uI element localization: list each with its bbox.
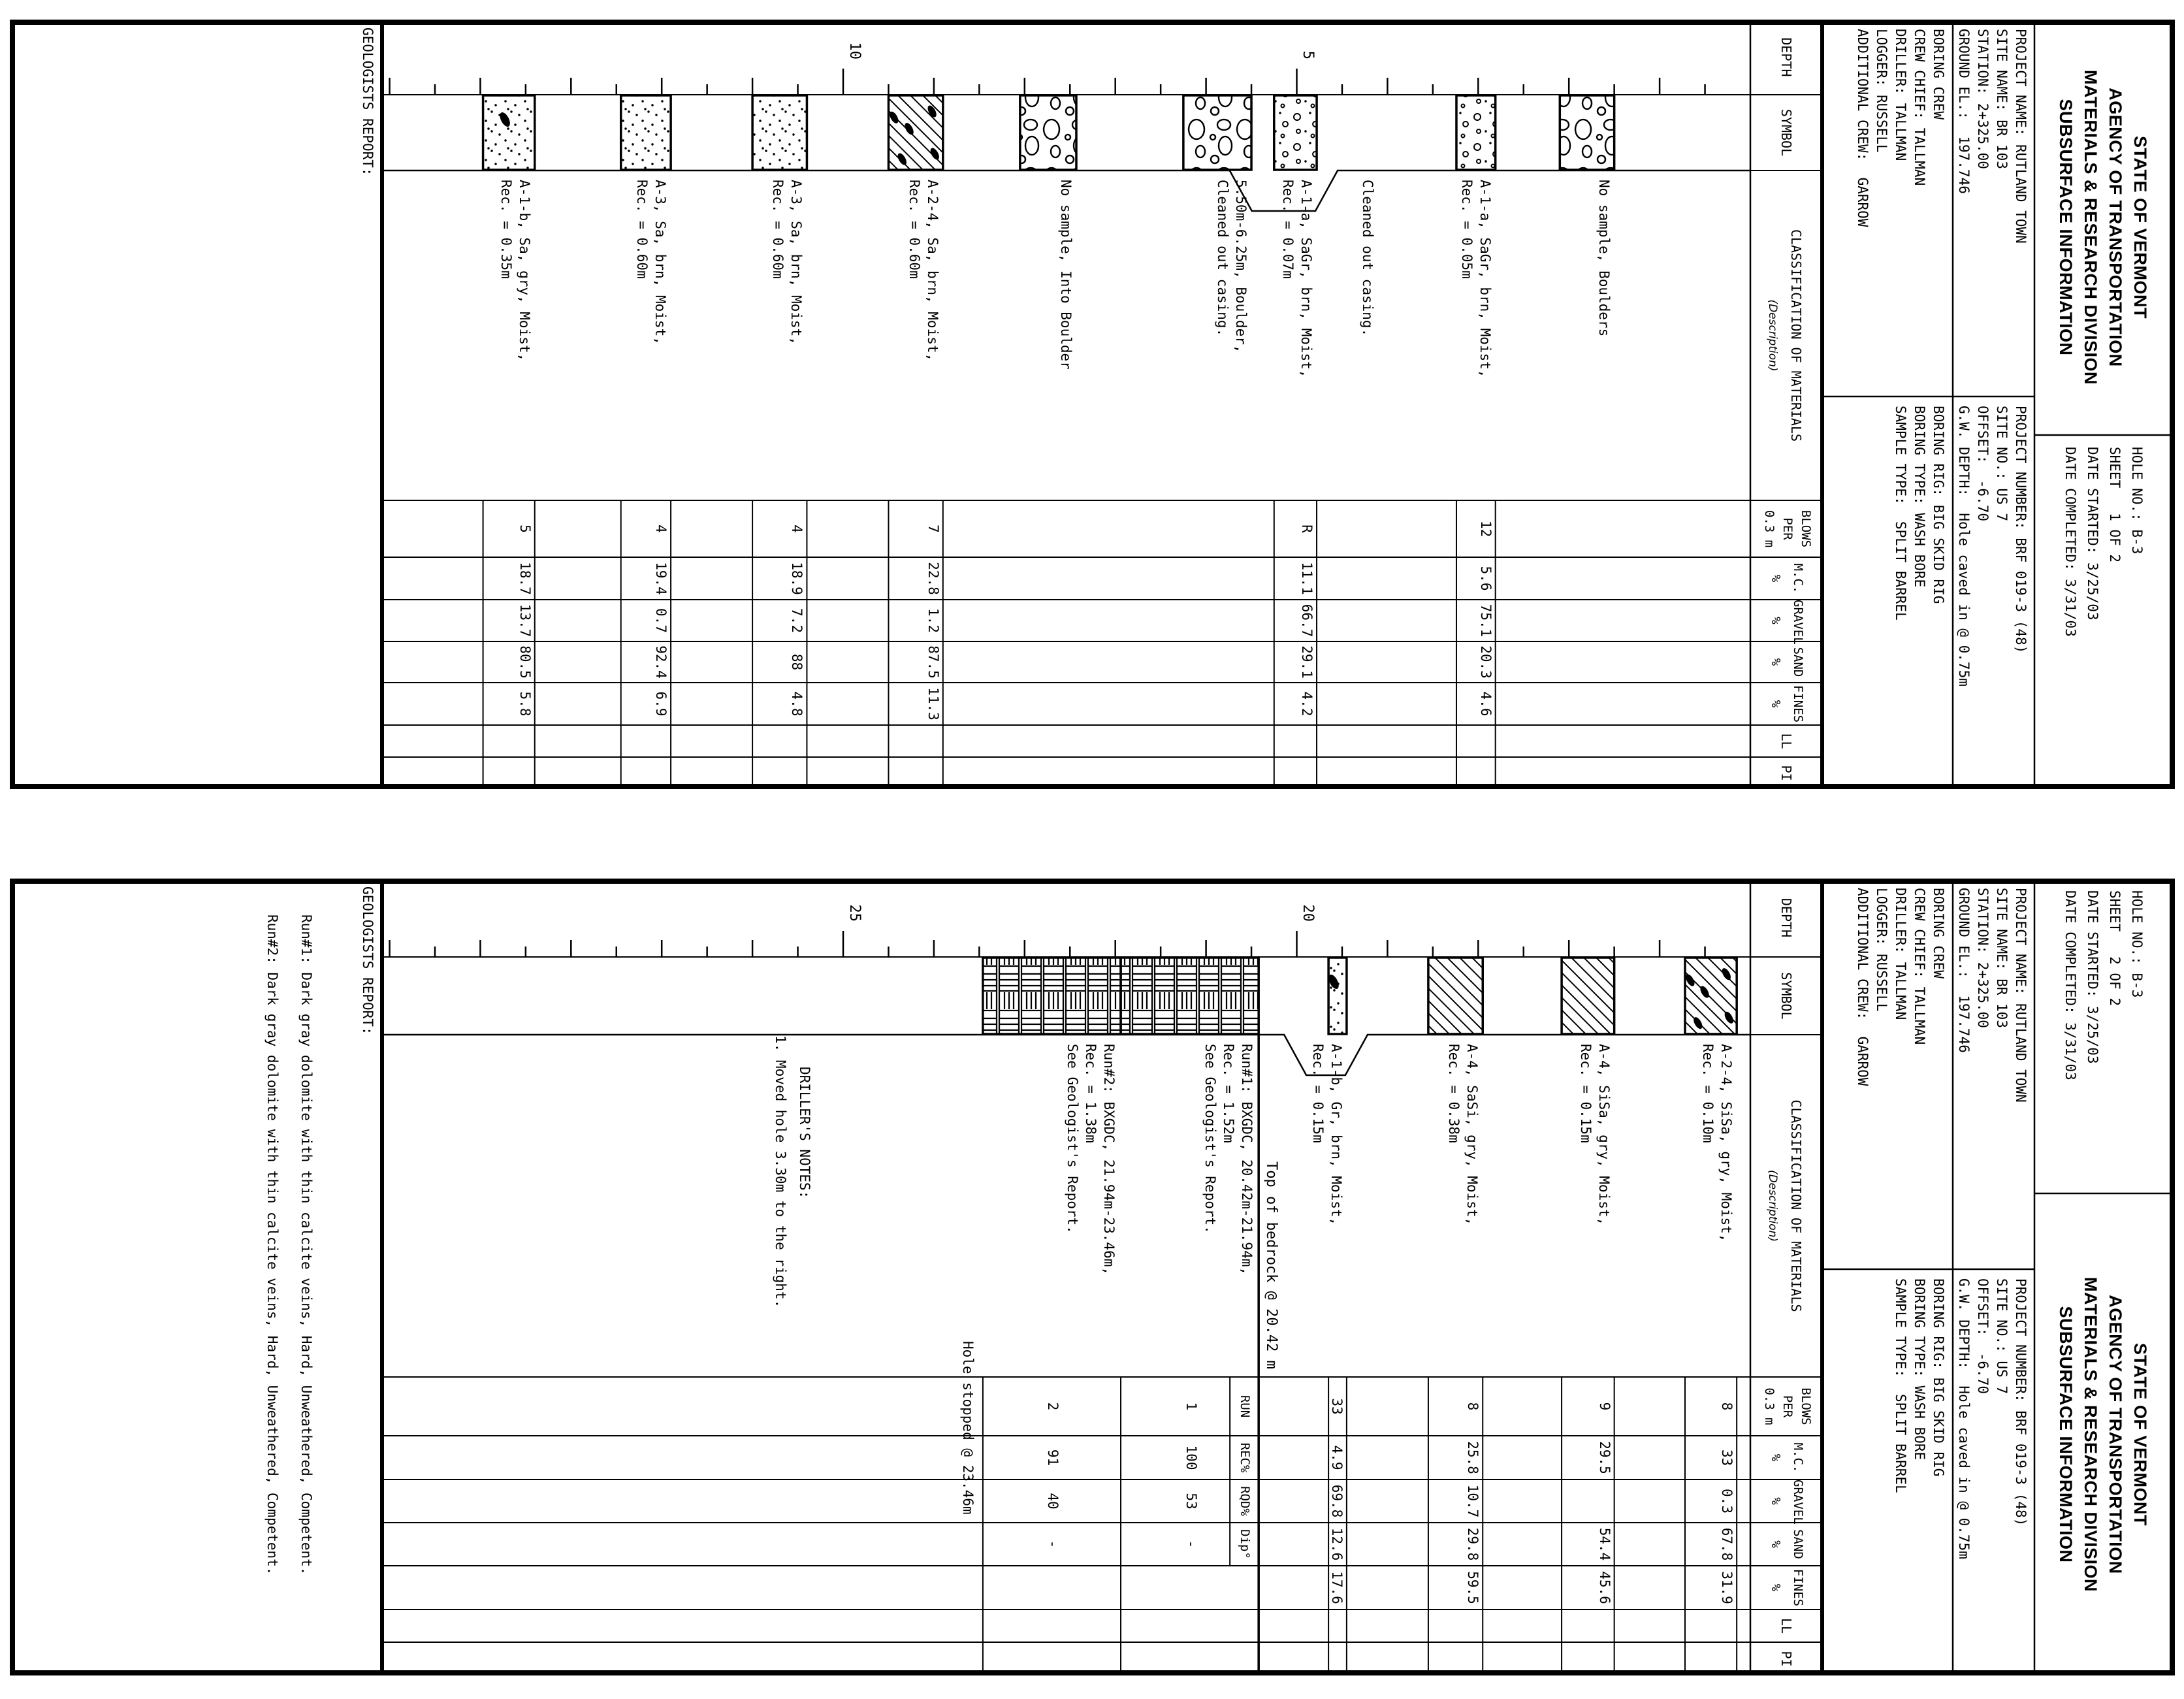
geologists-report-line: Run#1: Dark gray dolomite with thin calcite veins, Hard, Unweathered, Competent. — [298, 914, 314, 1576]
rig-info-line: BORING RIG: BIG SKID RIG — [1931, 1278, 1946, 1477]
sample-description-line: 5.50m-6.25m, Boulder, — [1233, 180, 1249, 353]
sample-sand-value: 29.1 — [1299, 645, 1315, 679]
symbol-box-boulders — [1560, 95, 1614, 170]
col-header-blows: PER — [1780, 1395, 1795, 1418]
agency-title-line: STATE OF VERMONT — [2130, 136, 2150, 319]
core-subheader-label: RQD% — [1238, 1486, 1252, 1516]
col-header-blows: 0.3 m — [1762, 1387, 1776, 1425]
col-header-blows: 0.3 m — [1762, 510, 1776, 548]
log-annotation: 1. Moved hole 3.30m to the right. — [773, 1035, 788, 1308]
sample-blows-value: 7 — [925, 525, 941, 533]
sample-mc-value: 22.8 — [925, 562, 941, 595]
col-header-fines: FINES — [1791, 1568, 1805, 1607]
symbol-box-silty-sand-hatch-blobs — [1685, 958, 1737, 1034]
sample-blows-value: 4 — [653, 525, 669, 533]
sample-blows-value: 33 — [1329, 1398, 1345, 1415]
core-run-description-line: Rec. = 1.52m — [1221, 1044, 1236, 1143]
hole-info-line: DATE STARTED: 3/25/03 — [2085, 447, 2100, 621]
sample-description-line: Rec. = 0.07m — [1280, 180, 1296, 279]
project-info-line: SITE NAME: BR 103 — [1994, 29, 2010, 169]
boring-log-sheet-2 — [10, 879, 2175, 1675]
core-run-description-line: Run#1: BXGDC, 20.42m-21.94m, — [1239, 1044, 1255, 1276]
rig-info-line: BORING RIG: BIG SKID RIG — [1931, 406, 1946, 604]
sample-fines-value: 31.9 — [1719, 1571, 1735, 1604]
crew-info-line: ADDITIONAL CREW: GARROW — [1855, 29, 1871, 227]
sample-sand-value: 20.3 — [1478, 645, 1494, 679]
geologists-report-line: Run#2: Dark gray dolomite with thin calcite veins, Hard, Unweathered, Competent. — [265, 914, 280, 1576]
sample-sand-value: 87.5 — [925, 645, 941, 679]
sample-sand-value: 88 — [789, 653, 805, 671]
core-run-rqd-value: 40 — [1045, 1493, 1061, 1510]
symbol-box-boulders — [1020, 95, 1076, 170]
sample-description-line: Rec. = 0.60m — [634, 180, 650, 279]
agency-title-line: MATERIALS & RESEARCH DIVISION — [2081, 1276, 2100, 1593]
project-number-line: PROJECT NUMBER: BRF 019-3 (48) — [2013, 406, 2029, 654]
sample-sand-value: 12.6 — [1329, 1527, 1345, 1561]
sample-blows-value: 12 — [1478, 520, 1494, 538]
sample-mc-value: 18.7 — [517, 562, 533, 595]
sample-fines-value: 59.5 — [1465, 1571, 1481, 1604]
core-run-run-value: 2 — [1045, 1402, 1061, 1411]
col-header-ll: LL — [1778, 1617, 1794, 1634]
sample-blows-value: 8 — [1719, 1402, 1735, 1411]
symbol-box-sand-stipple-blob — [1328, 958, 1347, 1034]
col-header-mc: % — [1769, 574, 1783, 583]
col-header-sand: % — [1769, 658, 1783, 666]
sample-fines-value: 5.8 — [517, 691, 533, 717]
core-run-description-line: Rec. = 1.38m — [1083, 1044, 1099, 1143]
col-header-sand: SAND — [1791, 647, 1805, 677]
sample-sand-value: 92.4 — [653, 645, 669, 679]
col-header-pi: PI — [1778, 765, 1794, 781]
sample-description-line: Rec. = 0.60m — [770, 180, 786, 279]
core-run-dip-value: - — [1183, 1540, 1199, 1549]
project-number-line: PROJECT NUMBER: BRF 019-3 (48) — [2013, 1278, 2029, 1527]
sample-gravel-value: 10.7 — [1465, 1484, 1481, 1518]
project-number-line: SITE NO.: US 7 — [1994, 1278, 2010, 1395]
crew-info-line: DRILLER: TALLMAN — [1893, 888, 1908, 1020]
col-header-fines: FINES — [1791, 685, 1805, 723]
sample-description-line: A-4, SaSi, gry, Moist, — [1464, 1044, 1480, 1226]
hole-info-line: DATE STARTED: 3/25/03 — [2085, 890, 2100, 1064]
depth-scale-label: 5 — [1300, 50, 1316, 59]
col-header-sand: SAND — [1791, 1529, 1805, 1559]
project-info-line: STATION: 2+325.00 — [1975, 888, 1991, 1028]
sample-description-line: A-3, Sa, brn, Moist, — [652, 180, 668, 345]
rig-info-line: BORING TYPE: WASH BORE — [1912, 1278, 1927, 1461]
project-info-line: PROJECT NAME: RUTLAND TOWN — [2013, 888, 2029, 1103]
sample-description-line: Cleaned out casing. — [1215, 180, 1230, 337]
project-number-line: OFFSET: -6.70 — [1975, 406, 1991, 522]
crew-info-line: DRILLER: TALLMAN — [1893, 29, 1908, 161]
symbol-box-sand-stipple — [621, 95, 671, 170]
bedrock-annotation: Top of bedrock @ 20.42 m — [1263, 1161, 1279, 1369]
sample-description-line: Rec. = 0.15m — [1310, 1044, 1326, 1143]
sample-fines-value: 4.6 — [1478, 691, 1494, 717]
sample-sand-value: 54.4 — [1597, 1527, 1613, 1561]
col-header-sand: % — [1769, 1540, 1783, 1548]
sample-gravel-value: 66.7 — [1299, 604, 1315, 638]
depth-scale-label: 10 — [846, 42, 863, 59]
col-header-symbol: SYMBOL — [1778, 972, 1794, 1020]
sample-fines-value: 17.6 — [1329, 1571, 1345, 1604]
sample-mc-value: 29.5 — [1597, 1441, 1613, 1474]
hole-info-line: DATE COMPLETED: 3/31/03 — [2063, 447, 2078, 637]
sample-description-line: Rec. = 0.15m — [1578, 1044, 1594, 1143]
sample-description-line: A-1-b, Gr, brn, Moist, — [1328, 1044, 1344, 1226]
core-subheader-label: Dip° — [1238, 1529, 1252, 1559]
col-header-mc: % — [1769, 1453, 1783, 1462]
col-header-blows: BLOWS — [1799, 1387, 1813, 1425]
hole-info-line: HOLE NO.: B-3 — [2129, 447, 2145, 555]
rig-info-line: SAMPLE TYPE: SPLIT BARREL — [1893, 406, 1908, 621]
sample-description-line: Rec. = 0.05m — [1459, 180, 1475, 279]
sample-gravel-value: 75.1 — [1478, 604, 1494, 638]
sample-description-line: No sample, Boulders — [1596, 180, 1612, 337]
log-annotation: DRILLER'S NOTES: — [797, 1067, 812, 1199]
sample-description-line: Rec. = 0.60m — [907, 180, 922, 279]
col-header-ll: LL — [1778, 733, 1794, 749]
depth-scale-label: 20 — [1300, 904, 1316, 922]
col-header-gravel: GRAVEL — [1791, 600, 1805, 645]
sample-gravel-value: 1.2 — [925, 608, 941, 633]
sample-gravel-value: 69.8 — [1329, 1484, 1345, 1518]
sample-description-line: A-1-a, SaGr, brn, Moist, — [1298, 180, 1314, 378]
sample-mc-value: 25.8 — [1465, 1441, 1481, 1474]
col-header-gravel: % — [1769, 1497, 1783, 1505]
project-info-line: GROUND EL.: 197.746 — [1956, 29, 1972, 194]
sample-blows-value: 5 — [517, 525, 533, 533]
core-run-description-line: See Geologist's Report. — [1065, 1044, 1080, 1234]
sample-mc-value: 4.9 — [1329, 1445, 1345, 1470]
sheet-border — [12, 22, 2172, 786]
sample-blows-value: 8 — [1465, 1402, 1481, 1411]
col-header-gravel: GRAVEL — [1791, 1480, 1805, 1525]
sample-sand-value: 67.8 — [1719, 1527, 1735, 1561]
agency-title-line: SUBSURFACE INFORMATION — [2056, 1306, 2076, 1563]
hole-info-line: DATE COMPLETED: 3/31/03 — [2063, 890, 2078, 1080]
col-header-pi: PI — [1778, 1651, 1794, 1667]
sample-description-line: A-2-4, SiSa, gry, Moist, — [1718, 1044, 1734, 1242]
project-number-line: G.W. DEPTH: Hole caved in @ 0.75m — [1956, 406, 1972, 687]
core-subheader-label: REC% — [1238, 1442, 1252, 1473]
geologists-report-label: GEOLOGISTS REPORT: — [360, 27, 376, 176]
agency-title-line: MATERIALS & RESEARCH DIVISION — [2081, 69, 2100, 385]
sample-mc-value: 33 — [1719, 1449, 1735, 1466]
sample-gravel-value: 0.3 — [1719, 1489, 1735, 1513]
core-run-rec-value: 91 — [1045, 1449, 1061, 1466]
crew-info-line: CREW CHIEF: TALLMAN — [1912, 888, 1927, 1045]
symbol-box-rock-core — [1121, 958, 1259, 1034]
project-info-line: GROUND EL.: 197.746 — [1956, 888, 1972, 1053]
hole-info-line: SHEET 1 OF 2 — [2107, 447, 2123, 563]
sample-gravel-value: 7.2 — [789, 608, 805, 633]
sample-fines-value: 45.6 — [1597, 1571, 1613, 1604]
col-header-mc: M.C. — [1791, 1442, 1805, 1473]
sample-sand-value: 29.8 — [1465, 1527, 1481, 1561]
sample-description-line: A-3, Sa, brn, Moist, — [788, 180, 804, 345]
sheet-linework — [10, 879, 2175, 1675]
sample-sand-value: 80.5 — [517, 645, 533, 679]
sample-description-line: A-4, SiSa, gry, Moist, — [1596, 1044, 1612, 1226]
sample-description-line: A-1-a, SaGr, brn, Moist, — [1477, 180, 1493, 378]
sample-fines-value: 4.2 — [1299, 691, 1315, 717]
sample-mc-value: 11.1 — [1299, 562, 1315, 595]
col-header-classification: CLASSIFICATION OF MATERIALS — [1788, 229, 1804, 442]
sample-mc-value: 19.4 — [653, 562, 669, 595]
sample-blows-value: 4 — [789, 525, 805, 533]
crew-info-line: LOGGER: RUSSELL — [1874, 29, 1889, 153]
sample-gravel-value: 0.7 — [653, 608, 669, 633]
log-annotation: Hole stopped @ 23.46m — [960, 1341, 976, 1515]
sample-fines-value: 11.3 — [925, 687, 941, 720]
col-header-mc: M.C. — [1791, 563, 1805, 594]
sample-description-line: A-1-b, Sa, gry, Moist, — [517, 180, 532, 362]
sample-description-line: Rec. = 0.35m — [498, 180, 514, 279]
project-info-line: SITE NAME: BR 103 — [1994, 888, 2010, 1028]
geologists-report-label: GEOLOGISTS REPORT: — [360, 886, 376, 1035]
log-annotation: Cleaned out casing. — [1360, 180, 1375, 337]
symbol-box-gravelly-sand — [1274, 95, 1317, 170]
sample-mc-value: 5.6 — [1478, 566, 1494, 591]
symbol-box-boulders — [1183, 95, 1251, 170]
crew-info-line: ADDITIONAL CREW: GARROW — [1855, 888, 1871, 1086]
col-header-gravel: % — [1769, 617, 1783, 624]
project-number-line: G.W. DEPTH: Hole caved in @ 0.75m — [1956, 1278, 1972, 1559]
sample-description-line: Rec. = 0.38m — [1446, 1044, 1462, 1143]
sheet-linework — [10, 20, 2175, 789]
col-header-fines: % — [1769, 700, 1783, 708]
agency-title-line: SUBSURFACE INFORMATION — [2056, 99, 2076, 356]
col-header-depth: DEPTH — [1778, 37, 1794, 77]
core-run-run-value: 1 — [1183, 1402, 1199, 1411]
project-number-line: SITE NO.: US 7 — [1994, 406, 2010, 522]
rig-info-line: SAMPLE TYPE: SPLIT BARREL — [1893, 1278, 1908, 1493]
sample-description-line: No sample, Into Boulder — [1058, 180, 1074, 370]
col-header-symbol: SYMBOL — [1778, 108, 1794, 157]
agency-title-line: STATE OF VERMONT — [2130, 1343, 2150, 1526]
hole-info-line: SHEET 2 OF 2 — [2107, 890, 2123, 1007]
symbol-box-rock-core — [983, 958, 1121, 1034]
crew-info-line: LOGGER: RUSSELL — [1874, 888, 1889, 1012]
crew-info-line: CREW CHIEF: TALLMAN — [1912, 29, 1927, 186]
col-header-fines: % — [1769, 1583, 1783, 1592]
symbol-box-sand-stipple — [752, 95, 807, 170]
sample-blows-value: 9 — [1597, 1402, 1613, 1411]
rig-info-line: BORING TYPE: WASH BORE — [1912, 406, 1927, 588]
col-header-description: (Description) — [1766, 299, 1779, 372]
core-run-dip-value: - — [1045, 1540, 1061, 1549]
sample-mc-value: 18.9 — [789, 562, 805, 595]
col-header-description: (Description) — [1766, 1169, 1779, 1242]
project-info-line: STATION: 2+325.00 — [1975, 29, 1991, 169]
symbol-box-gravelly-sand — [1456, 95, 1496, 170]
core-run-rqd-value: 53 — [1183, 1493, 1199, 1510]
col-header-classification: CLASSIFICATION OF MATERIALS — [1788, 1099, 1804, 1312]
sample-gravel-value: 13.7 — [517, 604, 533, 638]
col-header-blows: BLOWS — [1799, 510, 1813, 548]
col-header-blows: PER — [1780, 517, 1795, 540]
symbol-box-sand-stipple-blob — [483, 95, 535, 170]
agency-title-line: AGENCY OF TRANSPORTATION — [2106, 1295, 2125, 1574]
boring-log-sheet-1 — [10, 20, 2175, 789]
col-header-depth: DEPTH — [1778, 898, 1794, 938]
sample-fines-value: 6.9 — [653, 691, 669, 717]
core-run-description-line: See Geologist's Report. — [1202, 1044, 1218, 1234]
core-run-rec-value: 100 — [1183, 1445, 1199, 1470]
crew-info-line: BORING CREW — [1931, 888, 1946, 979]
sample-description-line: Rec. = 0.10m — [1700, 1044, 1716, 1143]
agency-title-line: AGENCY OF TRANSPORTATION — [2106, 88, 2125, 367]
hole-info-line: HOLE NO.: B-3 — [2129, 890, 2145, 998]
project-info-line: PROJECT NAME: RUTLAND TOWN — [2013, 29, 2029, 244]
symbol-box-silty-sand-hatch — [1562, 958, 1614, 1034]
sample-fines-value: 4.8 — [789, 691, 805, 717]
symbol-box-silty-sand-hatch — [1428, 958, 1483, 1034]
sample-blows-value: R — [1299, 525, 1315, 533]
core-subheader-label: RUN — [1238, 1395, 1252, 1418]
core-run-description-line: Run#2: BXGDC, 21.94m-23.46m, — [1101, 1044, 1117, 1276]
depth-scale-label: 25 — [846, 904, 863, 922]
project-number-line: OFFSET: -6.70 — [1975, 1278, 1991, 1395]
sample-description-line: A-2-4, Sa, brn, Moist, — [925, 180, 940, 362]
crew-info-line: BORING CREW — [1931, 29, 1946, 120]
